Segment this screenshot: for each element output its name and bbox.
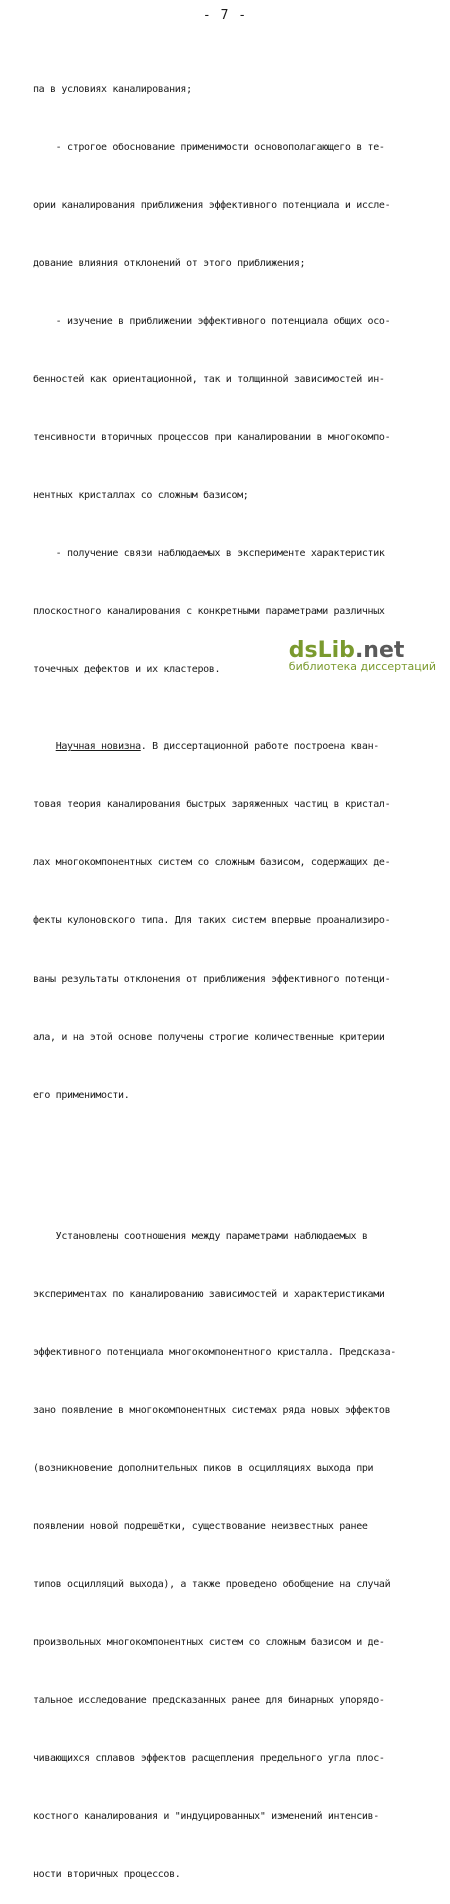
- text-line: ории каналирования приближения эффективного потенциала и иссле-: [33, 199, 391, 211]
- text-line: костного каналирования и "индуцированных" изменений интенсив-: [33, 1811, 379, 1823]
- watermark-logo-tld: .net: [354, 638, 405, 663]
- paragraph-gap: [33, 1163, 423, 1169]
- text-line: экспериментах по каналированию зависимостей и характеристиками: [33, 1289, 385, 1300]
- text-line: зано появление в многокомпонентных системах ряда новых эффектов: [33, 1405, 391, 1417]
- novelty-first-rest: . В диссертационной работе построена кван-: [140, 741, 379, 753]
- text-line: произвольных многокомпонентных систем со сложным базисом и де-: [33, 1637, 385, 1649]
- text-line: - изучение в приближении эффективного потенциала общих осо-: [33, 315, 391, 327]
- text-line: плоскостного каналирования с конкретными параметрами различных: [33, 605, 385, 617]
- text-line: нентных кристаллах со сложным базисом;: [33, 489, 249, 501]
- text-line: типов осцилляций выхода), а также проведено обобщение на случай: [33, 1579, 391, 1591]
- text-line: чивающихся сплавов эффектов расщепления предельного угла плос-: [33, 1753, 385, 1765]
- text-line: ваны результаты отклонения от приближения эффективного потенци-: [33, 973, 391, 985]
- watermark: [289, 638, 436, 673]
- page-number: - 7 -: [202, 8, 248, 23]
- text-line: тальное исследование предсказанных ранее для бинарных упорядо-: [33, 1695, 385, 1707]
- text-line: фекты кулоновского типа. Для таких систем впервые проанализиро-: [33, 915, 391, 927]
- text-line: точечных дефектов и их кластеров.: [33, 664, 221, 675]
- text-line: тенсивности вторичных процессов при каналировании в многокомпо-: [33, 431, 391, 443]
- text-line: дование влияния отклонений от этого приближения;: [33, 257, 306, 269]
- text-line: его применимости.: [33, 1089, 130, 1101]
- text-line: па в условиях каналирования;: [33, 83, 192, 95]
- text-line: лах многокомпонентных систем со сложным базисом, содержащих де-: [33, 857, 391, 869]
- text-line: - получение связи наблюдаемых в эксперименте характеристик: [33, 547, 385, 559]
- text-line: ала, и на этой основе получены строгие количественные критерии: [33, 1031, 385, 1043]
- text-line: (возникновение дополнительных пиков в осцилляциях выхода при: [33, 1463, 374, 1475]
- novelty-heading: Научная новизна: [55, 741, 141, 753]
- text-line: ности вторичных процессов.: [33, 1869, 181, 1881]
- text-line: - строгое обоснование применимости основополагающего в те-: [33, 141, 385, 153]
- text-line: Установлены соотношения между параметрами наблюдаемых в: [33, 1230, 368, 1242]
- novelty-first-line: [33, 737, 423, 756]
- text-line: эффективного потенциала многокомпонентного кристалла. Предсказа-: [33, 1347, 396, 1359]
- text-line: товая теория каналирования быстрых заряженных частиц в кристал-: [33, 799, 391, 811]
- body-text: [33, 41, 423, 1904]
- text-line: бенностей как ориентационной, так и толщинной зависимостей ин-: [33, 373, 385, 385]
- text-line: появлении новой подрешётки, существование неизвестных ранее: [33, 1521, 368, 1533]
- watermark-subtitle: библиотека диссертаций: [288, 660, 436, 673]
- watermark-logo-main: dsLib: [288, 638, 355, 663]
